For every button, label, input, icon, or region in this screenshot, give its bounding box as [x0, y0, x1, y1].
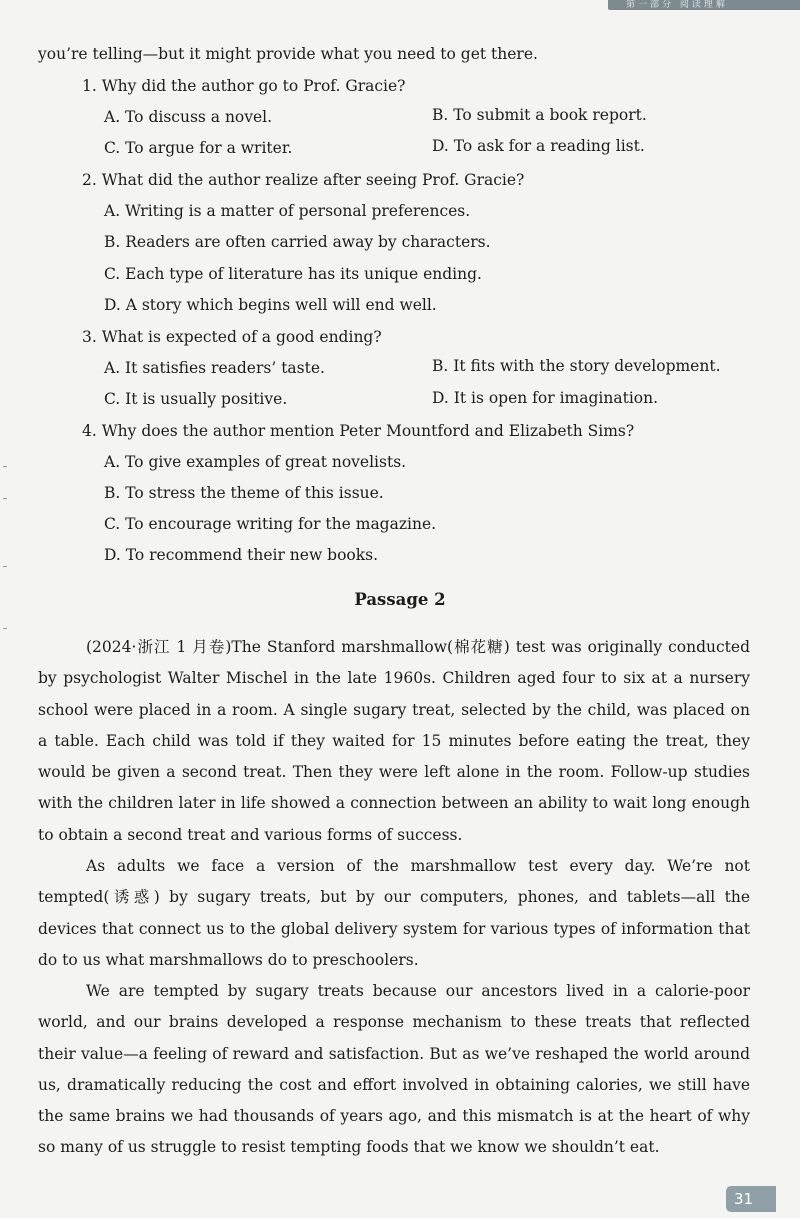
question-2-option-d: D. A story which begins well will end well.	[104, 296, 437, 314]
margin-mark	[3, 628, 7, 629]
section-header-band	[608, 0, 800, 10]
question-4-stem: 4. Why does the author mention Peter Mountford and Elizabeth Sims?	[82, 422, 635, 440]
passage-paragraph-2: As adults we face a version of the marshmallow test every day. We’re not tempted(诱惑) by sugary treats, but by our computers, phones, and tablets—all the devices that connect us to the global delivery system for various types of information that do to us what marshmallows do to preschoolers.	[38, 857, 750, 969]
question-4-option-c: C. To encourage writing for the magazine.	[104, 515, 437, 533]
passage-paragraph-3: We are tempted by sugary treats because our ancestors lived in a calorie-poor world, and our brains developed a response mechanism to these treats that reflected their value—a feeling of reward and satisfaction. But as we’ve reshaped the world around us, dramatically reducing the cost and effort involved in obtaining calories, we still have the same brains we had thousands of years ago, and this mismatch is at the heart of why so many of us struggle to resist tempting foods that we know we shouldn’t eat.	[38, 982, 750, 1157]
question-3-option-c: C. It is usually positive.	[104, 390, 288, 408]
question-4-option-a: A. To give examples of great novelists.	[104, 453, 407, 471]
question-1-option-d: D. To ask for a reading list.	[432, 137, 645, 155]
question-4-option-b: B. To stress the theme of this issue.	[104, 484, 384, 502]
page-number-badge	[726, 1186, 776, 1212]
question-3-option-b: B. It fits with the story development.	[432, 357, 721, 375]
passage-paragraph-1: (2024·浙江 1 月卷)The Stanford marshmallow(棉花糖) test was originally conducted by psychologist Walter Mischel in the late 1960s. Children aged four to six at a nursery school were placed in a room. A single sugary treat, selected by the child, was placed on a table. Each child was told if they waited for 15 minutes before eating the treat, they would be given a second treat. Then they were left alone in the room. Follow-up studies with the children later in life showed a connection between an ability to wait long enough to obtain a second treat and various forms of success.	[38, 638, 750, 844]
question-1-option-a: A. To discuss a novel.	[104, 108, 273, 126]
question-1-option-b: B. To submit a book report.	[432, 106, 647, 124]
question-1-option-c: C. To argue for a writer.	[104, 139, 293, 157]
page-number: 31	[734, 1190, 754, 1208]
question-2-option-b: B. Readers are often carried away by characters.	[104, 233, 491, 251]
section-header-label: 第一部分 阅读理解	[626, 0, 728, 10]
passage-title: Passage 2	[354, 590, 446, 609]
question-3-option-a: A. It satisfies readers’ taste.	[104, 359, 325, 377]
question-2-stem: 2. What did the author realize after seeing Prof. Gracie?	[82, 171, 525, 189]
continued-text-line: you’re telling—but it might provide what you need to get there.	[38, 45, 538, 63]
question-3-stem: 3. What is expected of a good ending?	[82, 328, 382, 346]
margin-mark	[3, 466, 7, 467]
question-2-option-a: A. Writing is a matter of personal preferences.	[104, 202, 471, 220]
question-1-stem: 1. Why did the author go to Prof. Gracie?	[82, 77, 406, 95]
question-2-option-c: C. Each type of literature has its unique ending.	[104, 265, 482, 283]
margin-mark	[3, 566, 7, 567]
margin-mark	[3, 498, 7, 499]
question-4-option-d: D. To recommend their new books.	[104, 546, 379, 564]
question-3-option-d: D. It is open for imagination.	[432, 389, 659, 407]
